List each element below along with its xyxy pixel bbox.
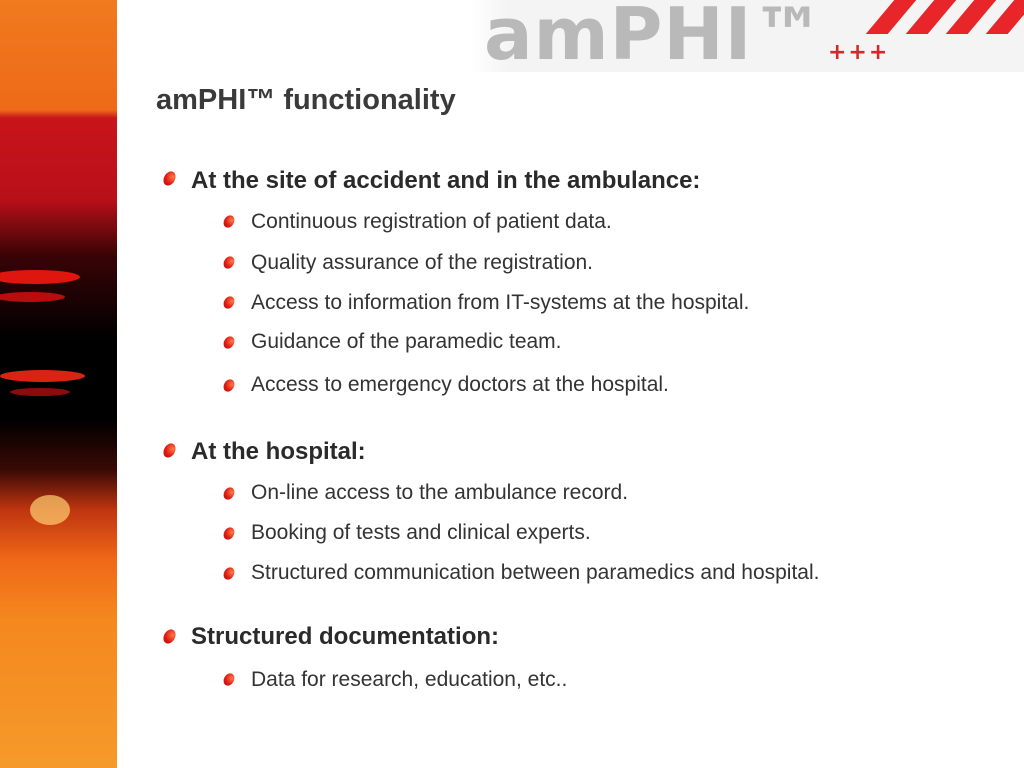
list-item: Continuous registration of patient data.: [251, 210, 612, 233]
list-item: Data for research, education, etc..: [251, 668, 568, 691]
list-item: Guidance of the paramedic team.: [251, 330, 562, 353]
bullet-icon: [221, 565, 236, 581]
bullet-icon: [221, 671, 236, 687]
list-item: Booking of tests and clinical experts.: [251, 521, 591, 544]
amphi-logo: [470, 0, 1024, 72]
bullet-icon: [221, 213, 236, 229]
section-heading: At the hospital:: [191, 438, 366, 465]
bullet-icon: [221, 485, 236, 501]
bullet-icon: [161, 627, 178, 645]
bullet-icon: [221, 377, 236, 393]
page-title: amPHI™ functionality: [156, 84, 456, 116]
bullet-icon: [161, 441, 178, 459]
bullet-icon: [221, 294, 236, 310]
bullet-icon: [221, 525, 236, 541]
decorative-side-image: [0, 0, 117, 768]
list-item: Access to information from IT-systems at the hospital.: [251, 291, 750, 314]
list-item: On-line access to the ambulance record.: [251, 481, 629, 504]
logo-tagline: +++: [828, 40, 890, 65]
section-heading: At the site of accident and in the ambulance:: [191, 167, 701, 194]
list-item: Quality assurance of the registration.: [251, 251, 594, 274]
bullet-icon: [221, 254, 236, 270]
bullet-icon: [161, 169, 178, 187]
logo-text: amPHI™: [484, 0, 826, 72]
logo-stripes: [860, 0, 1024, 34]
list-item: Structured communication between paramedics and hospital.: [251, 561, 820, 584]
section-heading: Structured documentation:: [191, 623, 500, 650]
bullet-icon: [221, 334, 236, 350]
list-item: Access to emergency doctors at the hospital.: [251, 373, 669, 396]
